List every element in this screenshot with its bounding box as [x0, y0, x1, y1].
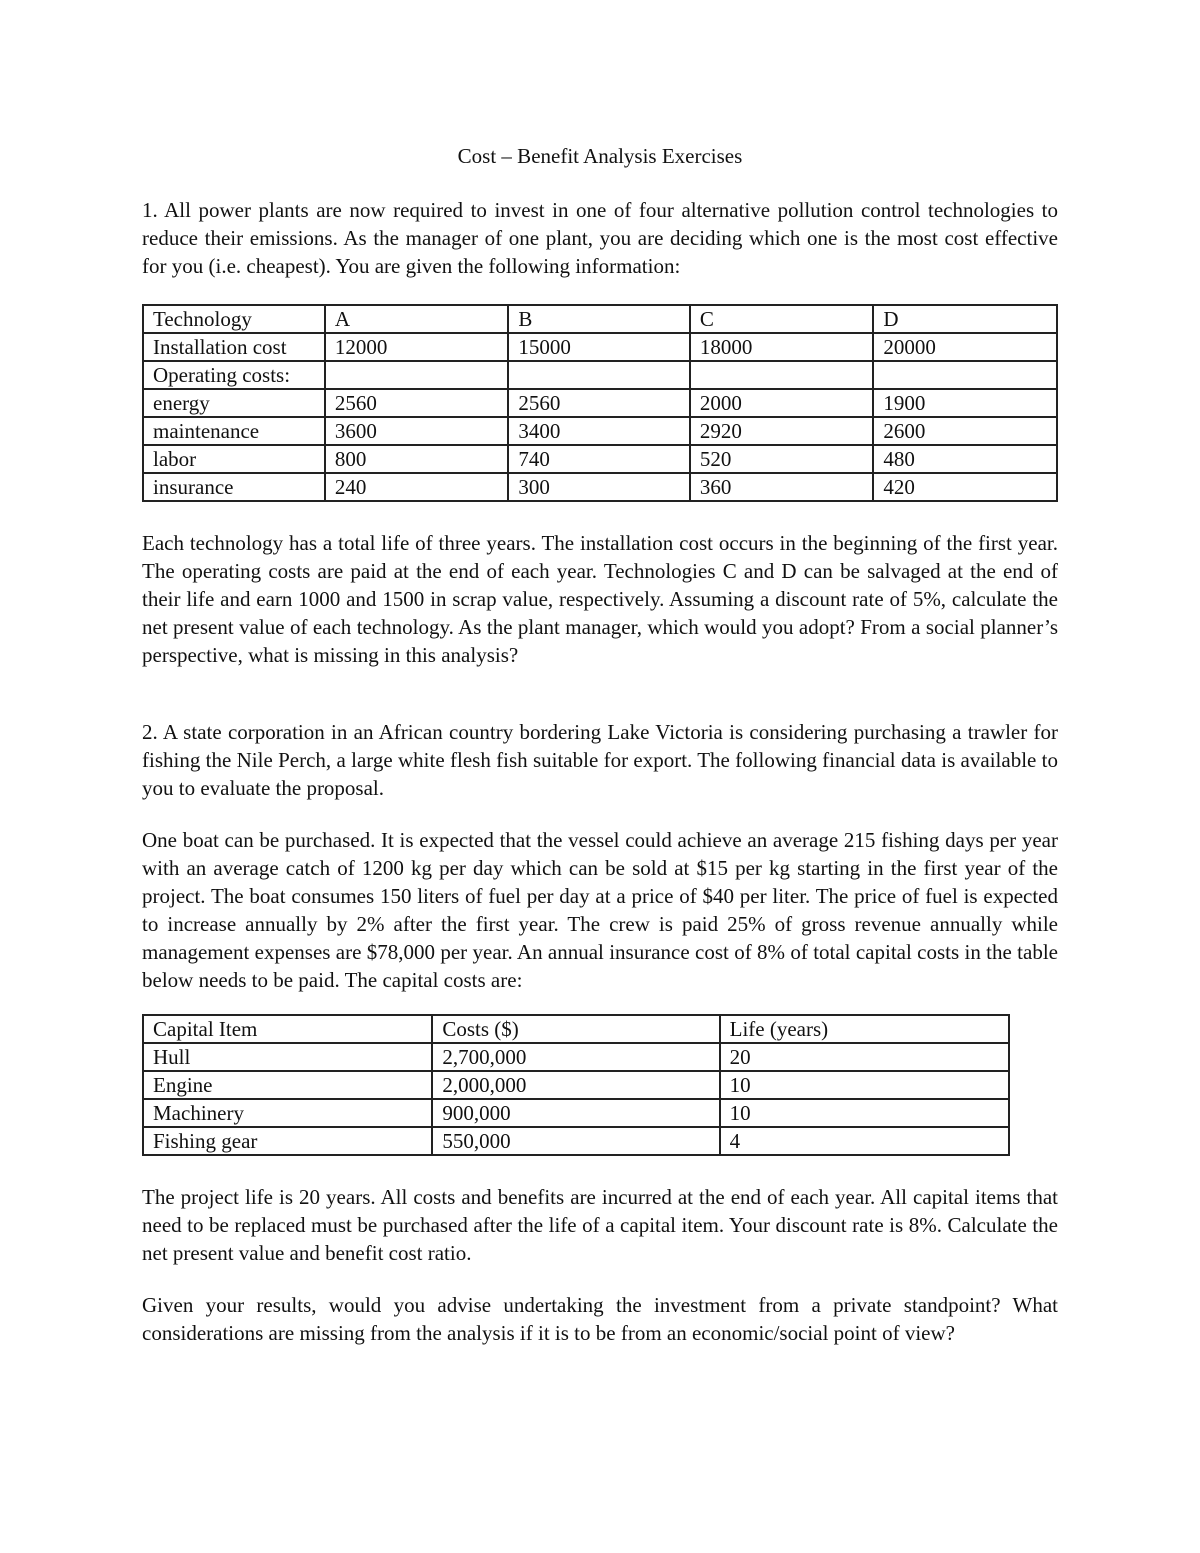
table-cell: 15000 — [508, 333, 690, 361]
table-cell: 18000 — [690, 333, 874, 361]
exercise2-question: Given your results, would you advise undertaking the investment from a private standpoint? What considerations are missing from the analysis if it is to be from an economic/social point of view? — [142, 1293, 1058, 1345]
table-cell — [873, 361, 1057, 389]
document-title: Cost – Benefit Analysis Exercises — [457, 144, 743, 168]
table-header-cell: Technology — [143, 305, 325, 333]
table-cell: 2,700,000 — [432, 1043, 719, 1071]
table-cell: 10 — [720, 1099, 1009, 1127]
table-cell: 20000 — [873, 333, 1057, 361]
table-cell: 3600 — [325, 417, 509, 445]
table-cell: 360 — [690, 473, 874, 501]
table-cell: 3400 — [508, 417, 690, 445]
table-header-cell: B — [508, 305, 690, 333]
table-cell: 550,000 — [432, 1127, 719, 1155]
table-cell: Hull — [143, 1043, 432, 1071]
table-header-cell: A — [325, 305, 509, 333]
technology-cost-table — [142, 304, 1058, 502]
table-cell: 2,000,000 — [432, 1071, 719, 1099]
table-cell: 900,000 — [432, 1099, 719, 1127]
table-cell — [690, 361, 874, 389]
table-row — [143, 333, 1057, 361]
table-cell: 240 — [325, 473, 509, 501]
table-header-cell: Capital Item — [143, 1015, 432, 1043]
exercise2-project: The project life is 20 years. All costs and benefits are incurred at the end of each year. All capital items that need to be replaced must be purchased after the life of a capital item. Your discount rate is 8%. Calculate the net present value and benefit cost ratio. — [142, 1185, 1058, 1265]
table-cell: Operating costs: — [143, 361, 325, 389]
table-cell: 20 — [720, 1043, 1009, 1071]
table-cell: 740 — [508, 445, 690, 473]
table-cell: Machinery — [143, 1099, 432, 1127]
table-header-cell: D — [873, 305, 1057, 333]
table-cell: insurance — [143, 473, 325, 501]
table-header-row — [143, 1015, 1009, 1043]
table-cell: Fishing gear — [143, 1127, 432, 1155]
table-cell: 2920 — [690, 417, 874, 445]
table-cell: maintenance — [143, 417, 325, 445]
table-row — [143, 1127, 1009, 1155]
table-cell: 300 — [508, 473, 690, 501]
table-cell: 12000 — [325, 333, 509, 361]
exercise1-intro: 1. All power plants are now required to invest in one of four alternative pollution control technologies to reduce their emissions. As the manager of one plant, you are deciding which one is the most cost effective for you (i.e. cheapest). You are given the following information: — [142, 198, 1058, 278]
table-cell: 2600 — [873, 417, 1057, 445]
table-row — [143, 389, 1057, 417]
table-header-row — [143, 305, 1057, 333]
exercise2-intro: 2. A state corporation in an African country bordering Lake Victoria is considering purchasing a trawler for fishing the Nile Perch, a large white flesh fish suitable for export. The following financial data is available to you to evaluate the proposal. — [142, 720, 1058, 800]
table-cell: 10 — [720, 1071, 1009, 1099]
table-cell: 420 — [873, 473, 1057, 501]
capital-costs-table — [142, 1014, 1010, 1156]
table-row — [143, 1099, 1009, 1127]
table-row — [143, 361, 1057, 389]
table-cell: 4 — [720, 1127, 1009, 1155]
table-cell — [508, 361, 690, 389]
table-cell: 2560 — [325, 389, 509, 417]
table-row — [143, 417, 1057, 445]
table-cell: 2560 — [508, 389, 690, 417]
table-header-cell: Costs ($) — [432, 1015, 719, 1043]
table-header-cell: Life (years) — [720, 1015, 1009, 1043]
table-cell: Installation cost — [143, 333, 325, 361]
table-cell: Engine — [143, 1071, 432, 1099]
table-cell: energy — [143, 389, 325, 417]
table-cell: 2000 — [690, 389, 874, 417]
table-row — [143, 1071, 1009, 1099]
table-cell: 480 — [873, 445, 1057, 473]
table-cell: 520 — [690, 445, 874, 473]
table-header-cell: C — [690, 305, 874, 333]
table-row — [143, 445, 1057, 473]
table-cell — [325, 361, 509, 389]
exercise2-details: One boat can be purchased. It is expected that the vessel could achieve an average 215 fishing days per year with an average catch of 1200 kg per day which can be sold at $15 per kg starting in the first year of the project. The boat consumes 150 liters of fuel per day at a price of $40 per liter. The price of fuel is expected to increase annually by 2% after the first year. The crew is paid 25% of gross revenue annually while management expenses are $78,000 per year. An annual insurance cost of 8% of total capital costs in the table below needs to be paid. The capital costs are: — [142, 828, 1058, 992]
table-row — [143, 1043, 1009, 1071]
table-cell: 800 — [325, 445, 509, 473]
table-cell: 1900 — [873, 389, 1057, 417]
table-cell: labor — [143, 445, 325, 473]
exercise1-body: Each technology has a total life of three years. The installation cost occurs in the beginning of the first year. The operating costs are paid at the end of each year. Technologies C and D can be salvaged at the end of their life and earn 1000 and 1500 in scrap value, respectively. Assuming a discount rate of 5%, calculate the net present value of each technology. As the plant manager, which would you adopt? From a social planner’s perspective, what is missing in this analysis? — [142, 531, 1058, 667]
table-row — [143, 473, 1057, 501]
